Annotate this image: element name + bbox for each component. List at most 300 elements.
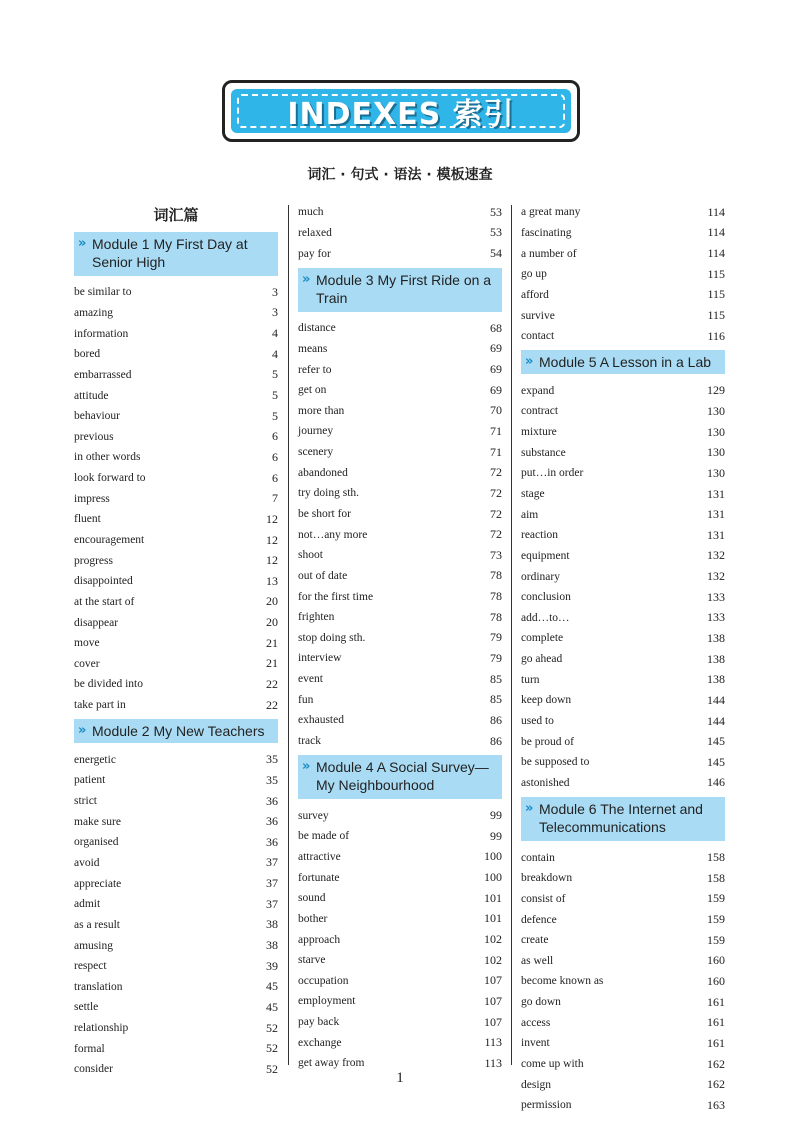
entry-page-number: 45	[266, 979, 278, 994]
entry-term: amusing	[74, 939, 113, 952]
entry-term: get away from	[298, 1057, 365, 1070]
entry-term: disappear	[74, 616, 119, 629]
entry-page-number: 138	[707, 651, 725, 666]
entry-term: bother	[298, 912, 328, 925]
entry-term: be proud of	[521, 735, 575, 748]
entry-page-number: 72	[490, 465, 502, 480]
index-entry	[74, 571, 278, 592]
entry-term: out of date	[298, 569, 348, 582]
index-entry	[298, 524, 502, 545]
index-entry	[298, 483, 502, 504]
double-chevron-icon: »	[302, 271, 311, 287]
index-entry	[298, 545, 502, 566]
entry-term: strict	[74, 795, 97, 808]
entry-term: ordinary	[521, 570, 560, 583]
entry-term: a great many	[521, 206, 581, 219]
entry-term: approach	[298, 933, 341, 946]
entry-term: become known as	[521, 975, 604, 988]
index-entry	[298, 400, 502, 421]
entry-page-number: 144	[707, 692, 725, 707]
entry-term: previous	[74, 430, 114, 443]
entry-page-number: 107	[484, 1014, 502, 1029]
index-entry	[298, 462, 502, 483]
entry-page-number: 159	[707, 932, 725, 947]
index-entry	[74, 592, 278, 613]
entry-term: substance	[521, 446, 566, 459]
entry-page-number: 20	[266, 594, 278, 609]
entry-term: design	[521, 1078, 552, 1091]
index-entry	[74, 873, 278, 894]
entry-page-number: 4	[272, 346, 278, 361]
page-number: 1	[396, 1070, 404, 1086]
entry-term: avoid	[74, 856, 100, 869]
index-entry	[298, 1032, 502, 1053]
entry-page-number: 78	[490, 568, 502, 583]
entry-term: employment	[298, 995, 356, 1008]
index-entry	[74, 674, 278, 695]
entry-term: attractive	[298, 850, 341, 863]
entry-term: organised	[74, 836, 119, 849]
entry-page-number: 162	[707, 1077, 725, 1092]
index-entry	[74, 915, 278, 936]
module-header	[298, 268, 502, 312]
entry-page-number: 21	[266, 656, 278, 671]
entry-page-number: 37	[266, 855, 278, 870]
entry-page-number: 72	[490, 527, 502, 542]
entry-term: amazing	[74, 306, 113, 319]
entry-page-number: 6	[272, 449, 278, 464]
entry-term: scenery	[298, 446, 334, 459]
index-entry	[74, 695, 278, 716]
index-entry	[74, 488, 278, 509]
index-entry	[74, 509, 278, 530]
entry-term: complete	[521, 632, 564, 645]
entry-page-number: 130	[707, 424, 725, 439]
entry-page-number: 145	[707, 734, 725, 749]
entry-term: interview	[298, 652, 342, 665]
entry-page-number: 113	[484, 1035, 502, 1050]
index-entry	[521, 546, 725, 567]
entry-term: reaction	[521, 529, 559, 542]
entry-page-number: 138	[707, 630, 725, 645]
entry-term: appreciate	[74, 877, 122, 890]
double-chevron-icon: »	[78, 236, 87, 251]
entry-term: relationship	[74, 1022, 129, 1035]
entry-term: consist of	[521, 892, 566, 905]
entry-term: as a result	[74, 918, 120, 931]
entry-page-number: 159	[707, 891, 725, 906]
entry-page-number: 12	[266, 511, 278, 526]
index-entry	[298, 586, 502, 607]
entry-page-number: 113	[484, 1055, 502, 1070]
entry-term: not…any more	[298, 528, 368, 541]
entry-term: fluent	[74, 513, 101, 526]
entry-term: settle	[74, 1001, 99, 1014]
index-entry	[521, 264, 725, 285]
entry-term: occupation	[298, 974, 349, 987]
index-entry	[521, 504, 725, 525]
index-entry	[298, 223, 502, 244]
index-entry	[298, 710, 502, 731]
entry-term: used to	[521, 715, 554, 728]
index-entry	[521, 1012, 725, 1033]
module-title: Module 1 My First Day at Senior High	[92, 236, 248, 270]
entry-term: fascinating	[521, 226, 572, 239]
entry-term: a number of	[521, 247, 577, 260]
entry-term: sound	[298, 892, 326, 905]
entry-term: much	[298, 206, 324, 219]
entry-page-number: 115	[707, 266, 725, 281]
entry-page-number: 145	[707, 754, 725, 769]
entry-term: invent	[521, 1037, 550, 1050]
entry-page-number: 69	[490, 362, 502, 377]
entry-page-number: 13	[266, 573, 278, 588]
entry-term: respect	[74, 960, 107, 973]
index-entry	[521, 566, 725, 587]
entry-page-number: 45	[266, 999, 278, 1014]
entry-page-number: 102	[484, 932, 502, 947]
index-entry	[74, 406, 278, 427]
entry-page-number: 101	[484, 911, 502, 926]
entry-term: refer to	[298, 363, 332, 376]
index-entry	[298, 689, 502, 710]
entry-term: go up	[521, 268, 547, 281]
entry-page-number: 21	[266, 635, 278, 650]
column-divider	[511, 205, 512, 1065]
entry-page-number: 7	[272, 491, 278, 506]
entry-term: event	[298, 673, 323, 686]
entry-term: patient	[74, 774, 106, 787]
banner-title: INDEXES 索引	[287, 97, 515, 132]
entry-page-number: 131	[707, 507, 725, 522]
entry-term: information	[74, 327, 129, 340]
entry-page-number: 35	[266, 772, 278, 787]
index-entry	[298, 628, 502, 649]
index-entry	[74, 935, 278, 956]
entry-page-number: 114	[707, 246, 725, 261]
index-entry	[298, 909, 502, 930]
entry-page-number: 85	[490, 692, 502, 707]
module-header	[74, 719, 278, 743]
entry-term: more than	[298, 404, 345, 417]
index-entry	[521, 305, 725, 326]
index-entry	[521, 223, 725, 244]
entry-page-number: 131	[707, 486, 725, 501]
entry-term: try doing sth.	[298, 487, 360, 500]
entry-page-number: 132	[707, 548, 725, 563]
index-entry	[298, 243, 502, 264]
index-entry	[74, 1038, 278, 1059]
entry-term: behaviour	[74, 410, 120, 423]
index-entry	[521, 690, 725, 711]
entry-page-number: 131	[707, 527, 725, 542]
entry-page-number: 79	[490, 630, 502, 645]
index-entry	[298, 202, 502, 223]
entry-term: defence	[521, 913, 557, 926]
entry-term: equipment	[521, 549, 570, 562]
index-entry	[74, 550, 278, 571]
entry-term: astonished	[521, 776, 570, 789]
entry-term: encouragement	[74, 534, 145, 546]
index-entry	[521, 484, 725, 505]
module-title: Module 3 My First Ride on a Train	[316, 271, 492, 306]
entry-term: impress	[74, 492, 110, 505]
index-entry	[74, 832, 278, 853]
index-entry	[298, 607, 502, 628]
entry-page-number: 78	[490, 609, 502, 624]
index-entry	[74, 447, 278, 468]
index-entry	[298, 731, 502, 752]
module-title: Module 6 The Internet and Telecommunications	[539, 801, 703, 836]
entry-page-number: 54	[490, 246, 502, 261]
index-entry	[298, 991, 502, 1012]
entry-term: frighten	[298, 611, 335, 624]
entry-page-number: 158	[707, 870, 725, 885]
index-entry	[521, 285, 725, 306]
entry-term: translation	[74, 980, 123, 993]
entry-page-number: 160	[707, 973, 725, 988]
module-header	[74, 232, 278, 276]
entry-page-number: 146	[707, 775, 725, 790]
index-entry	[298, 648, 502, 669]
index-entry	[74, 468, 278, 489]
index-entry	[521, 422, 725, 443]
entry-page-number: 39	[266, 958, 278, 973]
index-entry	[74, 303, 278, 324]
entry-term: exhausted	[298, 714, 344, 727]
index-entry	[74, 791, 278, 812]
entry-page-number: 99	[490, 828, 502, 843]
index-entry	[521, 608, 725, 629]
entry-page-number: 72	[490, 485, 502, 500]
entry-term: be divided into	[74, 678, 143, 691]
entry-term: cover	[74, 657, 100, 670]
double-chevron-icon: »	[302, 759, 311, 775]
entry-page-number: 20	[266, 615, 278, 630]
entry-page-number: 99	[490, 808, 502, 823]
entry-term: distance	[298, 322, 336, 335]
entry-page-number: 130	[707, 465, 725, 480]
double-chevron-icon: »	[525, 354, 534, 370]
entry-term: access	[521, 1016, 551, 1029]
index-entry	[298, 1012, 502, 1033]
index-entry	[521, 525, 725, 546]
entry-page-number: 71	[490, 423, 502, 438]
entry-term: be made of	[298, 830, 350, 843]
index-entry	[74, 956, 278, 977]
index-entry	[521, 669, 725, 690]
entry-page-number: 3	[272, 284, 278, 299]
entry-term: be similar to	[74, 286, 132, 299]
module-header	[298, 755, 502, 799]
index-entry	[521, 587, 725, 608]
entry-term: progress	[74, 554, 113, 567]
entry-term: abandoned	[298, 466, 348, 479]
index-entry	[74, 977, 278, 998]
entry-page-number: 69	[490, 341, 502, 356]
index-entry	[74, 344, 278, 365]
index-entry	[74, 612, 278, 633]
entry-term: as well	[521, 954, 554, 967]
entry-page-number: 22	[266, 697, 278, 712]
entry-page-number: 71	[490, 444, 502, 459]
index-entry	[521, 401, 725, 422]
entry-term: stop doing sth.	[298, 631, 366, 644]
page-subtitle: 词汇 · 句式 · 语法 · 模板速查	[307, 167, 493, 183]
index-entry	[521, 380, 725, 401]
index-entry	[521, 243, 725, 264]
entry-page-number: 6	[272, 470, 278, 485]
entry-page-number: 38	[266, 938, 278, 953]
index-entry	[74, 894, 278, 915]
double-chevron-icon: »	[78, 723, 87, 739]
entry-page-number: 36	[266, 814, 278, 829]
entry-page-number: 101	[484, 890, 502, 905]
entry-page-number: 130	[707, 445, 725, 460]
entry-term: stage	[521, 488, 545, 500]
index-entry	[298, 847, 502, 868]
entry-page-number: 6	[272, 429, 278, 444]
index-entry	[74, 365, 278, 386]
index-entry	[298, 888, 502, 909]
entry-term: put…in order	[521, 467, 584, 480]
entry-term: add…to…	[521, 611, 570, 624]
index-entry	[298, 950, 502, 971]
entry-term: for the first time	[298, 590, 374, 603]
index-column-1	[74, 202, 278, 1080]
entry-page-number: 3	[272, 305, 278, 320]
entry-page-number: 162	[707, 1056, 725, 1071]
entry-list	[521, 202, 725, 346]
entry-page-number: 72	[490, 506, 502, 521]
entry-term: contain	[521, 851, 555, 864]
index-entry	[298, 669, 502, 690]
index-entry	[74, 1018, 278, 1039]
module-title: Module 4 A Social Survey—My Neighbourhood	[316, 759, 489, 794]
entry-term: conclusion	[521, 591, 571, 604]
entry-term: breakdown	[521, 872, 573, 885]
entry-page-number: 37	[266, 876, 278, 891]
entry-list	[74, 282, 278, 715]
index-entry	[298, 826, 502, 847]
entry-page-number: 70	[490, 403, 502, 418]
entry-page-number: 160	[707, 953, 725, 968]
column-divider	[288, 205, 289, 1065]
entry-page-number: 114	[707, 225, 725, 240]
entry-page-number: 38	[266, 917, 278, 932]
index-entry	[521, 909, 725, 930]
index-entry	[298, 929, 502, 950]
index-entry	[74, 323, 278, 344]
module-header	[521, 797, 725, 841]
entry-term: starve	[298, 954, 326, 967]
index-entry	[74, 997, 278, 1018]
entry-page-number: 133	[707, 589, 725, 604]
index-entry	[521, 868, 725, 889]
entry-term: in other words	[74, 451, 141, 464]
entry-term: survey	[298, 809, 329, 822]
entry-term: be supposed to	[521, 756, 590, 769]
entry-term: pay for	[298, 247, 331, 260]
index-entry	[74, 385, 278, 406]
index-entry	[521, 463, 725, 484]
module-header	[521, 350, 725, 374]
entry-page-number: 100	[484, 870, 502, 885]
index-entry	[74, 853, 278, 874]
index-entry	[298, 971, 502, 992]
entry-page-number: 86	[490, 712, 502, 727]
entry-term: fun	[298, 693, 314, 706]
entry-term: contract	[521, 405, 559, 418]
entry-page-number: 12	[266, 553, 278, 568]
index-entry	[521, 731, 725, 752]
entry-page-number: 53	[490, 204, 502, 219]
index-entry	[521, 711, 725, 732]
entry-term: go ahead	[521, 653, 563, 666]
entry-page-number: 163	[707, 1097, 725, 1112]
entry-page-number: 114	[707, 204, 725, 219]
entry-page-number: 115	[707, 287, 725, 302]
entry-page-number: 107	[484, 993, 502, 1008]
entry-page-number: 115	[707, 308, 725, 323]
index-entry	[74, 654, 278, 675]
entry-page-number: 159	[707, 912, 725, 927]
entry-page-number: 53	[490, 225, 502, 240]
entry-page-number: 132	[707, 569, 725, 584]
entry-page-number: 5	[272, 367, 278, 382]
index-entry	[521, 889, 725, 910]
entry-term: relaxed	[298, 226, 332, 239]
entry-term: make sure	[74, 815, 121, 828]
entry-term: get on	[298, 384, 327, 397]
entry-term: look forward to	[74, 472, 146, 485]
entry-term: mixture	[521, 426, 557, 439]
index-entry	[74, 749, 278, 770]
index-entry	[74, 633, 278, 654]
entry-term: energetic	[74, 753, 116, 766]
entry-page-number: 35	[266, 752, 278, 767]
entry-term: take part in	[74, 699, 126, 712]
entry-list	[74, 749, 278, 1079]
vocabulary-heading: 词汇篇	[153, 206, 199, 224]
entry-page-number: 144	[707, 713, 725, 728]
index-entry	[521, 1033, 725, 1054]
index-entry	[521, 752, 725, 773]
entry-term: fortunate	[298, 871, 340, 884]
entry-list	[298, 805, 502, 1073]
entry-page-number: 130	[707, 403, 725, 418]
entry-page-number: 37	[266, 896, 278, 911]
index-entry	[521, 649, 725, 670]
entry-term: expand	[521, 384, 555, 397]
index-banner	[222, 80, 580, 142]
entry-page-number: 85	[490, 671, 502, 686]
index-entry	[298, 359, 502, 380]
entry-term: contact	[521, 330, 555, 343]
entry-page-number: 69	[490, 382, 502, 397]
entry-term: keep down	[521, 694, 572, 707]
entry-page-number: 68	[490, 320, 502, 335]
entry-page-number: 158	[707, 850, 725, 865]
entry-page-number: 78	[490, 589, 502, 604]
index-entry	[298, 504, 502, 525]
entry-term: bored	[74, 348, 101, 361]
entry-term: attitude	[74, 389, 109, 402]
index-entry	[521, 442, 725, 463]
entry-page-number: 4	[272, 326, 278, 341]
entry-list	[521, 380, 725, 793]
entry-term: journey	[298, 425, 334, 438]
